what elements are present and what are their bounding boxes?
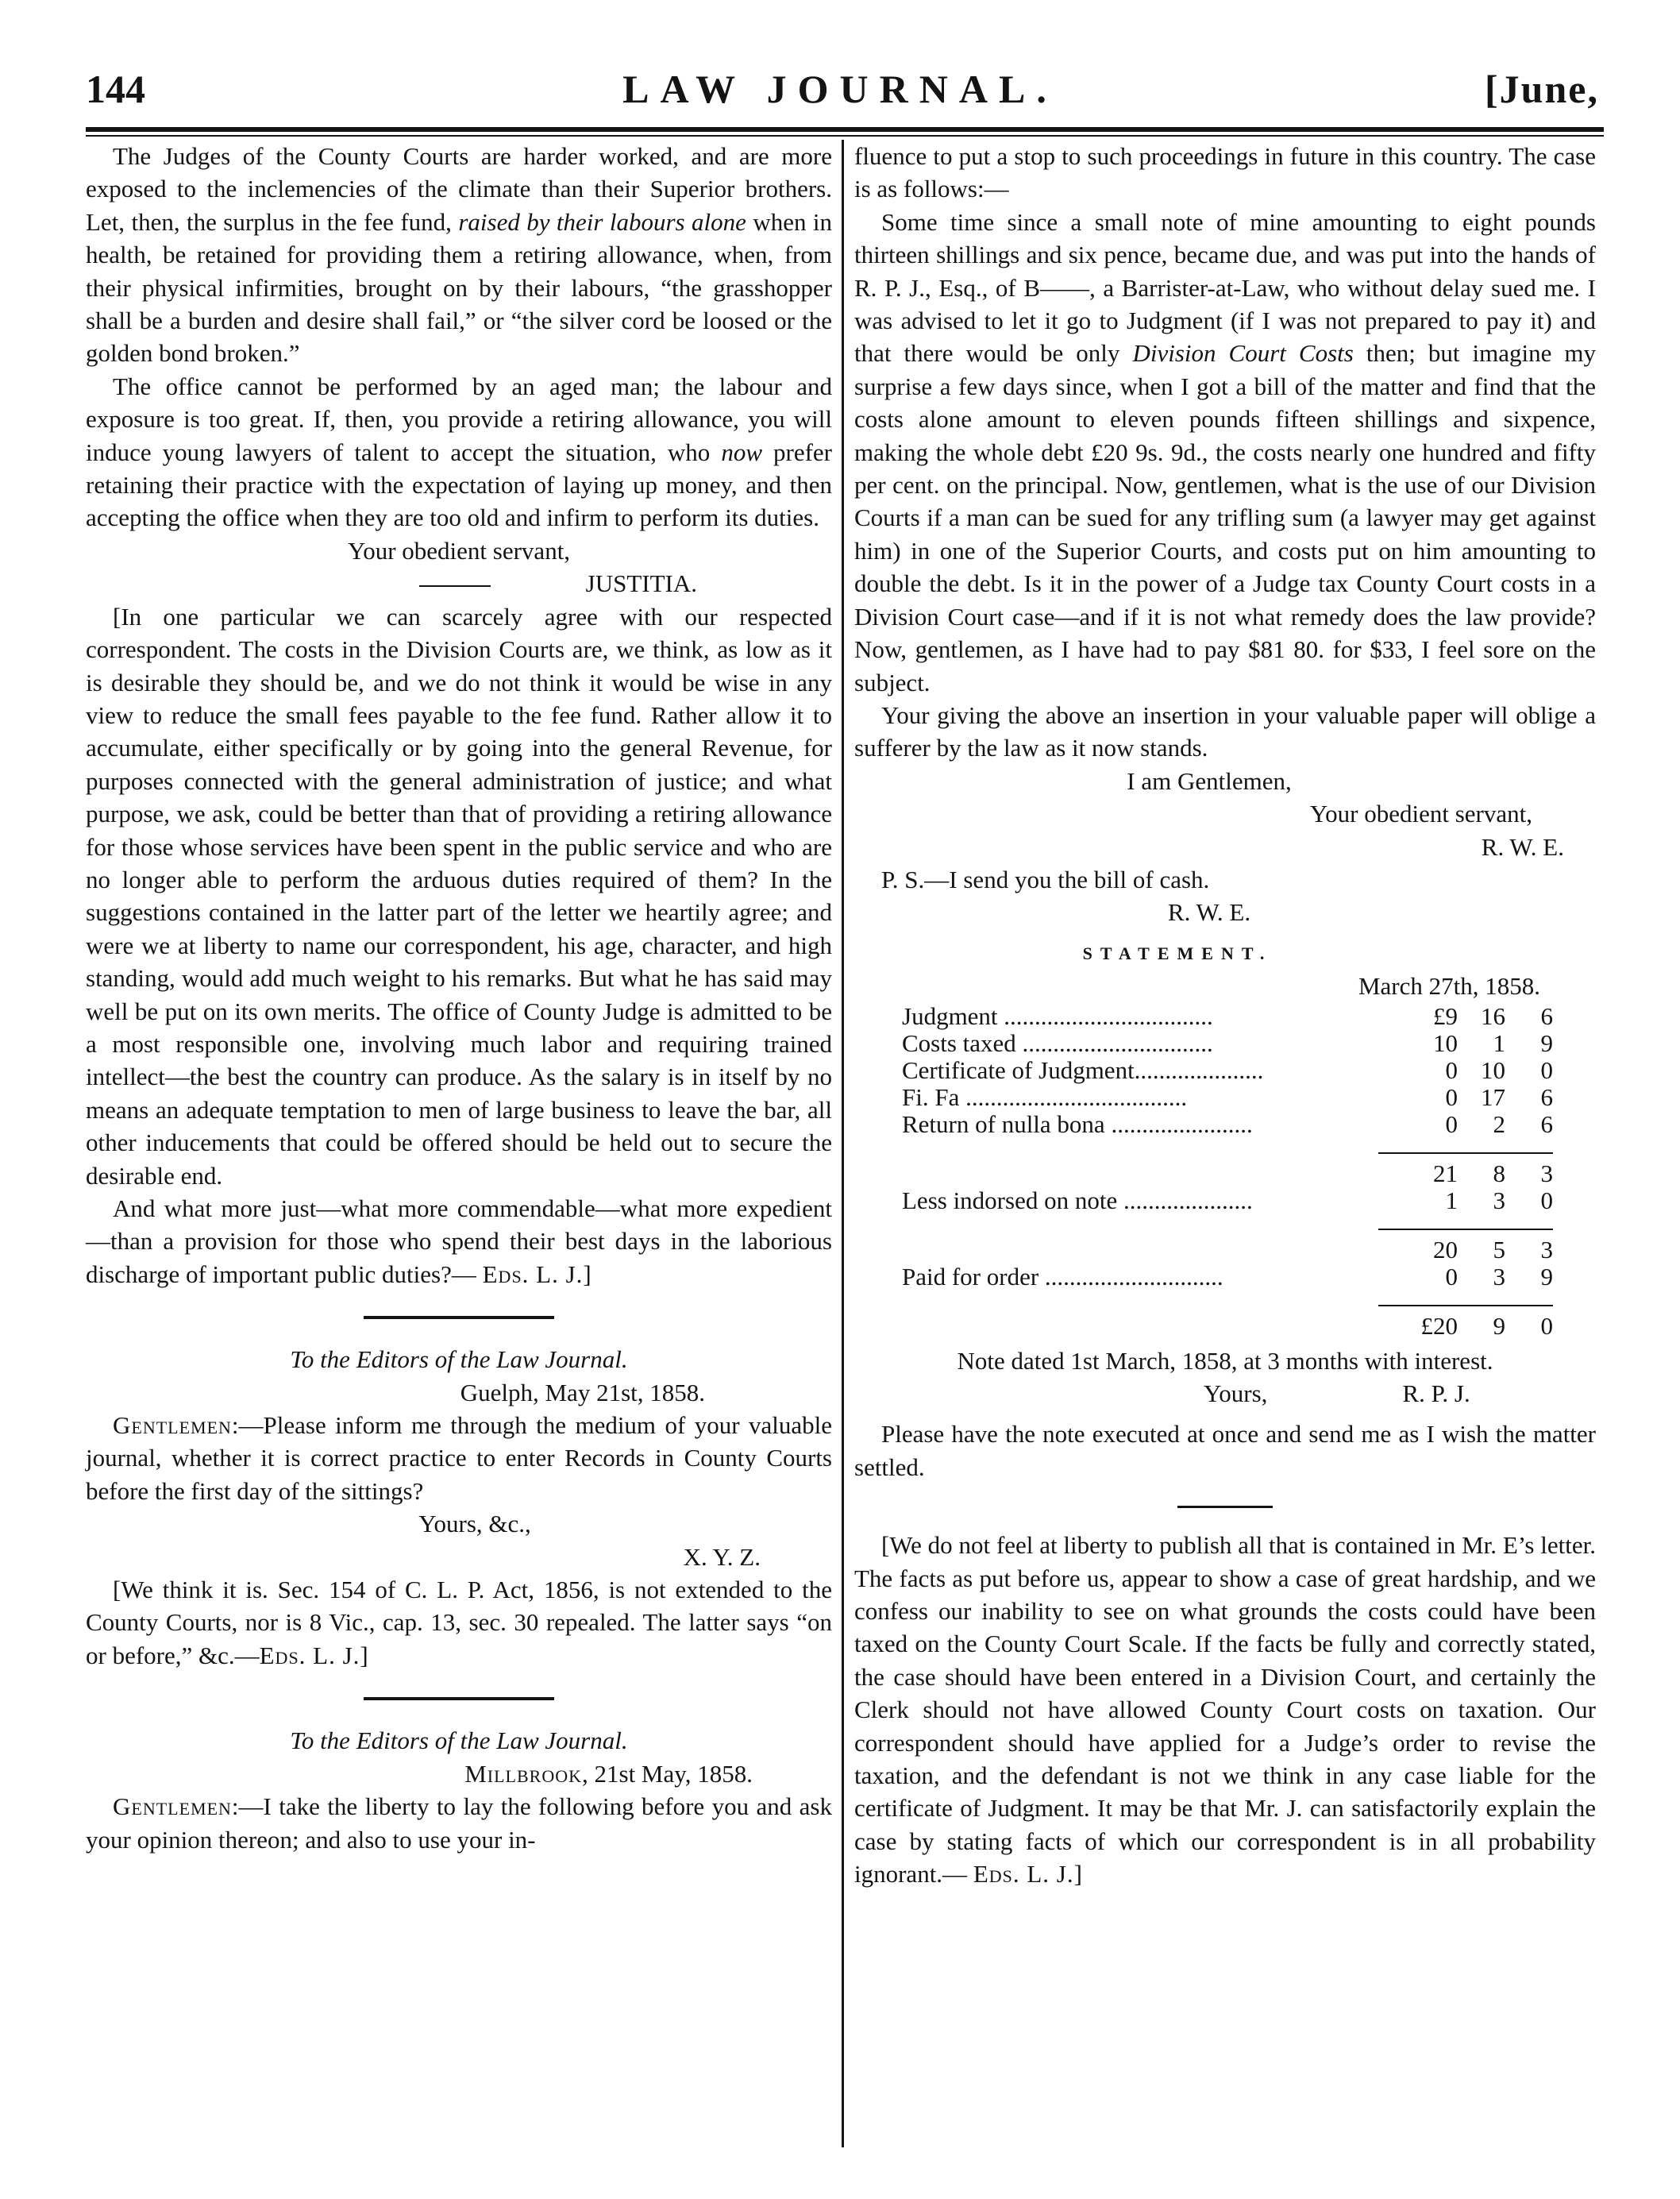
pence-cell: 9	[1540, 1028, 1553, 1057]
statement-heading: STATEMENT.	[1082, 943, 1273, 963]
row-label: Judgment ..................................	[902, 1001, 1213, 1030]
letter3-heading: To the Editors of the Law Journal.	[290, 1726, 628, 1755]
letter3-closing-1: I am Gentlemen,	[1127, 766, 1292, 795]
statement-summary	[902, 1138, 1553, 1340]
letter3-signature: R. W. E.	[1481, 832, 1564, 861]
statement-date: March 27th, 1858.	[1358, 972, 1540, 1001]
place-name: Millbrook	[464, 1759, 582, 1788]
signature-dash	[419, 585, 491, 587]
page-number: 144	[86, 67, 145, 111]
text-run: prefer retaining their practice with the expectation of laying up money, and then accepting the office when they are too old and infirm to perform its duties.	[86, 438, 832, 532]
right-column	[854, 140, 1596, 1891]
editors-sign: Eds. L. J.]	[259, 1641, 369, 1669]
letter3-paragraph-1	[854, 206, 1596, 699]
postscript: P. S.—I send you the bill of cash.	[881, 865, 1210, 893]
letter2-closing: Yours, &c.,	[418, 1510, 531, 1538]
text-run: The office cannot be performed by an aged man; the labour and exposure is too great. If, then, you provide a retiring allowance, you will induce young lawyers of talent to accept the situation, who	[86, 372, 832, 466]
pence-cell: 3	[1505, 1153, 1553, 1187]
statement-row	[902, 1084, 1553, 1111]
text-run: Some time since a small note of mine amounting to eight pounds thirteen shillings and six pence, became due, and was put into the hands of R. P. J., Esq., of B——, a Barrister-at-Law, who without delay sued me. I was advised to let it go to Judgment (if I was not prepared to pay it) and that there would be only	[854, 207, 1596, 368]
shillings-cell: 2	[1493, 1109, 1505, 1138]
statement-row	[902, 1111, 1553, 1138]
spacer-row	[902, 1290, 1553, 1306]
yours-text: Yours,	[1204, 1379, 1268, 1407]
text-run: when in health, be retained for providing them a retiring allowance, when, from their physical infirmities, brought on by their labours, “the grasshopper shall be a burden and desire shall fail,” or “the silver cord be loosed or the golden bond broken.”	[86, 207, 832, 368]
row-label: Certificate of Judgment.....................	[902, 1055, 1264, 1084]
text-run: And what more just—what more commendable—what more expedient—than a provision for those who spend their best days in the laborious discharge of important public duties?—	[86, 1194, 832, 1288]
justitia-paragraph-1	[86, 140, 832, 370]
pounds-cell: 0	[1445, 1055, 1458, 1084]
row-label: Return of nulla bona .......................	[902, 1109, 1253, 1138]
pence-cell: 6	[1540, 1082, 1553, 1111]
pounds-cell: 21	[1378, 1153, 1458, 1187]
reply2	[86, 1573, 832, 1672]
editors-reply	[854, 1529, 1596, 1890]
total-row	[902, 1306, 1553, 1340]
row-label: Fi. Fa ....................................	[902, 1082, 1188, 1111]
row-label: Paid for order .............................	[902, 1262, 1223, 1290]
pence-cell: 9	[1540, 1262, 1553, 1290]
italic-run: raised by their labours alone	[458, 207, 746, 236]
justitia-closing: Your obedient servant,	[347, 536, 571, 565]
subtotal-label	[902, 1153, 1378, 1187]
pounds-cell: 20	[1378, 1229, 1458, 1263]
spacer-row	[902, 1138, 1553, 1153]
spacer	[854, 1410, 1596, 1418]
signature-text: JUSTITIA.	[585, 569, 697, 598]
editors-sign: Eds. L. J.]	[973, 1860, 1083, 1888]
section-separator	[364, 1316, 554, 1319]
postscript-signature: R. W. E.	[1167, 898, 1251, 927]
pounds-cell: 10	[1433, 1028, 1458, 1057]
shillings-cell: 9	[1458, 1306, 1505, 1340]
letter2-body	[86, 1409, 832, 1507]
note-dated: Note dated 1st March, 1858, at 3 months with interest.	[957, 1346, 1493, 1375]
text-run: :—I take the liberty to lay the following before you and ask your opinion thereon; and also to use your in-	[86, 1792, 832, 1854]
shillings-cell: 3	[1493, 1262, 1505, 1290]
section-separator	[364, 1697, 554, 1700]
letter2-heading: To the Editors of the Law Journal.	[290, 1345, 628, 1374]
salutation: Gentlemen	[113, 1411, 232, 1440]
statement-row	[902, 1003, 1553, 1030]
please-note: Please have the note executed at once and send me as I wish the matter settled.	[854, 1420, 1596, 1481]
running-month: [June,	[1485, 67, 1599, 111]
pounds-cell: 0	[1445, 1262, 1458, 1290]
pence-cell: 0	[1505, 1306, 1553, 1340]
section-separator	[1177, 1506, 1273, 1508]
letter3-body	[86, 1790, 832, 1856]
rpj-signature: R. P. J.	[1402, 1379, 1470, 1407]
salutation: Gentlemen	[113, 1792, 232, 1821]
italic-run: Division Court Costs	[1132, 339, 1354, 368]
row-label: Costs taxed ...............................	[902, 1028, 1213, 1057]
letter3-dateline	[86, 1757, 832, 1790]
row-label: Less indorsed on note .....................	[902, 1186, 1253, 1214]
text-run: :—Please inform me through the medium of your valuable journal, whether it is correct practice to enter Records in County Courts before the first day of the sittings?	[86, 1411, 832, 1505]
editors-note-1: [In one particular we can scarcely agree with our respected correspondent. The costs in the Division Courts are, we think, as low as it is desirable they should be, and we do not think it would be wise in any view to reduce the small fees payable to the fee fund. Rather allow it to accumulate, either specifically or by going into the general Revenue, for purposes connected with the general administration of justice; and what purpose, we ask, could be better than that of providing a retiring allowance for those whose services have been spent in the public service and who are no longer able to perform the arduous duties required of them? In the suggestions contained in the latter part of the letter we heartily agree; and were we at liberty to name our correspondent, his age, character, and high standing, would add much weight to his remarks. But what he has said may well be put on its own merits. The office of County Judge is admitted to be a most responsible one, involving much labor and requiring trained intellect—the best the country can produce. As the salary is in itself by no means an adequate temptation to men of large business to leave the bar, all other inducements that could be offered should be held out to secure the desirable end.	[86, 602, 832, 1190]
shillings-cell: 3	[1493, 1186, 1505, 1214]
editors-sign: Eds. L. J.]	[482, 1260, 592, 1288]
yours-line	[854, 1377, 1596, 1410]
header-rule-thin	[86, 135, 1604, 137]
italic-run: now	[721, 438, 762, 466]
pounds-cell: £9	[1433, 1001, 1458, 1030]
shillings-cell: 16	[1481, 1001, 1505, 1030]
letter3-continuation: fluence to put a stop to such proceedings in future in this country. The case is as follows:—	[854, 142, 1596, 203]
subtotal-label	[902, 1229, 1378, 1263]
date-text: , 21st May, 1858.	[582, 1759, 753, 1788]
justitia-paragraph-2	[86, 370, 832, 534]
text-run: [We think it is. Sec. 154 of C. L. P. Act, 1856, is not extended to the County Courts, nor is 8 Vic., cap. 13, sec. 30 repealed. The latter says “on or before,” &c.—	[86, 1576, 832, 1669]
statement-table	[902, 1003, 1553, 1340]
total-label	[902, 1306, 1378, 1340]
shillings-cell: 5	[1458, 1229, 1505, 1263]
letter2-signature: X. Y. Z.	[683, 1542, 761, 1571]
left-column	[86, 140, 832, 1856]
statement-row	[902, 1030, 1553, 1057]
header-rule-thick	[86, 127, 1604, 132]
letter2-dateline: Guelph, May 21st, 1858.	[460, 1378, 705, 1406]
paid-row	[902, 1263, 1553, 1290]
less-row	[902, 1187, 1553, 1214]
pounds-cell: 0	[1445, 1082, 1458, 1111]
running-title: LAW JOURNAL.	[622, 67, 1058, 111]
editors-note-2	[86, 1192, 832, 1290]
pounds-cell: 1	[1445, 1186, 1458, 1214]
pence-cell: 6	[1540, 1109, 1553, 1138]
subtotal-row	[902, 1229, 1553, 1263]
shillings-cell: 8	[1458, 1153, 1505, 1187]
shillings-cell: 1	[1493, 1028, 1505, 1057]
subtotal-row	[902, 1153, 1553, 1187]
text-run: then; but imagine my surprise a few days since, when I got a bill of the matter and find that the costs alone amount to eleven pounds fifteen shillings and sixpence, making the whole debt £20 9s. 9d., the costs nearly one hundred and fifty per cent. on the principal. Now, gentlemen, what is the use of our Division Courts if a man can be sued for any trifling sum (a lawyer may get against him) in one of the Superior Courts, and costs put on him amounting to double the debt. Is it in the power of a Judge tax County Court costs in a Division Court case—and if it is not what remedy does the law provide? Now, gentlemen, as I have had to pay $81 80. for $33, I feel sore on the subject.	[854, 339, 1596, 696]
spacer-row	[902, 1214, 1553, 1229]
pence-cell: 0	[1540, 1055, 1553, 1084]
letter3-paragraph-2: Your giving the above an insertion in your valuable paper will oblige a sufferer by the law as it now stands.	[854, 700, 1596, 762]
pence-cell: 3	[1505, 1229, 1553, 1263]
letter3-closing-2: Your obedient servant,	[1309, 800, 1532, 828]
column-divider	[842, 140, 844, 2147]
shillings-cell: 17	[1481, 1082, 1505, 1111]
pounds-cell: 0	[1445, 1109, 1458, 1138]
justitia-signature	[86, 567, 832, 600]
text-run: [We do not feel at liberty to publish all that is contained in Mr. E’s letter. The facts as put before us, appear to show a case of great hardship, and we confess our inability to see on what grounds the costs could have been taxed on the County Court Scale. If the facts be fully and correctly stated, the case should have been entered in a Division Court, and certainly the Clerk should not have allowed County Court costs on taxation. Our correspondent should have applied for a Judge’s order to revise the taxation, and the defendant is not we think in any case liable for the certificate of Judgment. It may be that Mr. J. can satisfactorily explain the case by stating facts of which our correspondent is in all probability ignorant.—	[854, 1531, 1596, 1888]
text-run: The Judges of the County Courts are harder worked, and are more exposed to the inclemencies of the climate than their Superior brothers. Let, then, the surplus in the fee fund,	[86, 142, 832, 236]
pounds-cell: £20	[1378, 1306, 1458, 1340]
pence-cell: 0	[1540, 1186, 1553, 1214]
pence-cell: 6	[1540, 1001, 1553, 1030]
statement-row	[902, 1057, 1553, 1084]
statement-rows	[902, 1003, 1553, 1138]
shillings-cell: 10	[1481, 1055, 1505, 1084]
